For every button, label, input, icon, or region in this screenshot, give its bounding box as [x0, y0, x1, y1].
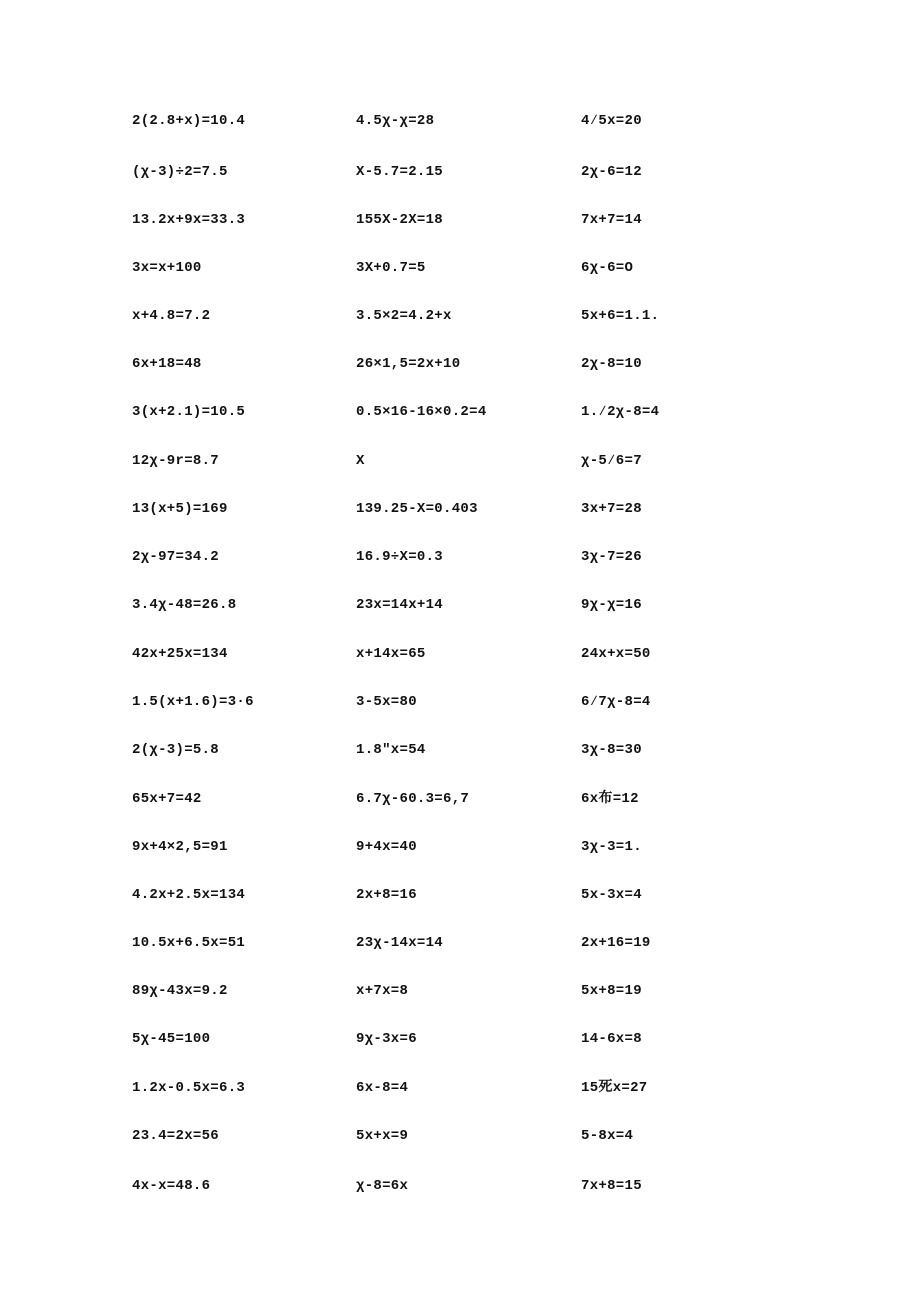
equation-item: 3.4χ-48=26.8	[132, 597, 237, 613]
equation-item: 24x+x=50	[581, 646, 651, 662]
equation-item: 5x+6=1.1.	[581, 308, 660, 324]
equation-item: 5χ-45=100	[132, 1031, 211, 1047]
equation-item: 13.2x+9x=33.3	[132, 212, 246, 228]
equation-item: 4∕5x=20	[581, 113, 642, 129]
equation-item: 3(x+2.1)=10.5	[132, 404, 246, 420]
equation-item: 2χ-97=34.2	[132, 549, 220, 565]
equation-item: 5-8x=4	[581, 1128, 634, 1144]
equation-item: 1.∕2χ-8=4	[581, 404, 660, 420]
equation-item: 3x=x+100	[132, 260, 202, 276]
equation-item: 6x+18=48	[132, 356, 202, 372]
equation-item: 26×1,5=2x+10	[356, 356, 461, 372]
equation-item: 3χ-7=26	[581, 549, 642, 565]
equation-item: 42x+25x=134	[132, 646, 228, 662]
equation-item: x+14x=65	[356, 646, 426, 662]
equation-item: 4.5χ-χ=28	[356, 113, 435, 129]
equation-item: 2χ-6=12	[581, 164, 642, 180]
equation-item: 23χ-14x=14	[356, 935, 444, 951]
equation-item: χ-5∕6=7	[581, 453, 642, 469]
equation-item: 3-5x=80	[356, 694, 417, 710]
equation-item: 5x+8=19	[581, 983, 642, 999]
equation-item: 5x+x=9	[356, 1128, 409, 1144]
equation-item: 3x+7=28	[581, 501, 642, 517]
equation-item: 65x+7=42	[132, 791, 202, 807]
equation-item: 139.25-X=0.403	[356, 501, 478, 517]
equation-item: 89χ-43x=9.2	[132, 983, 228, 999]
equation-item: 2x+16=19	[581, 935, 651, 951]
equation-item: 23x=14x+14	[356, 597, 444, 613]
equation-item: 155X-2X=18	[356, 212, 444, 228]
equation-item: 9χ-χ=16	[581, 597, 642, 613]
equation-item: 9x+4×2,5=91	[132, 839, 228, 855]
equation-item: 6x-8=4	[356, 1080, 409, 1096]
equation-item: X	[356, 453, 365, 469]
equation-item: 0.5×16-16×0.2=4	[356, 404, 487, 420]
equation-item: 3χ-3=1.	[581, 839, 642, 855]
equation-item: 6x布=12	[581, 791, 639, 807]
equation-item: 13(x+5)=169	[132, 501, 228, 517]
equation-item: 5x-3x=4	[581, 887, 642, 903]
equation-item: 4.2x+2.5x=134	[132, 887, 246, 903]
equation-item: 6.7χ-60.3=6,7	[356, 791, 470, 807]
equation-item: 7x+8=15	[581, 1178, 642, 1194]
equation-item: χ-8=6x	[356, 1178, 409, 1194]
equation-item: 2x+8=16	[356, 887, 417, 903]
equation-item: 10.5x+6.5x=51	[132, 935, 246, 951]
equation-item: 6∕7χ-8=4	[581, 694, 651, 710]
equation-item: 2χ-8=10	[581, 356, 642, 372]
equation-item: 2(χ-3)=5.8	[132, 742, 220, 758]
equation-item: 23.4=2x=56	[132, 1128, 220, 1144]
equation-item: 3X+0.7=5	[356, 260, 426, 276]
equation-item: 1.5(x+1.6)=3·6	[132, 694, 254, 710]
equation-item: 1.2x-0.5x=6.3	[132, 1080, 246, 1096]
equation-item: x+7x=8	[356, 983, 409, 999]
equation-item: 1.8"x=54	[356, 742, 426, 758]
equation-item: 3χ-8=30	[581, 742, 642, 758]
equation-item: 9χ-3x=6	[356, 1031, 417, 1047]
equation-item: 7x+7=14	[581, 212, 642, 228]
equation-item: 15死x=27	[581, 1080, 648, 1096]
equation-item: 14-6x=8	[581, 1031, 642, 1047]
equation-item: 6χ-6=O	[581, 260, 634, 276]
equation-item: 9+4x=40	[356, 839, 417, 855]
equation-item: X-5.7=2.15	[356, 164, 444, 180]
equation-item: x+4.8=7.2	[132, 308, 211, 324]
equation-item: 4x-x=48.6	[132, 1178, 211, 1194]
equation-item: 16.9÷X=0.3	[356, 549, 444, 565]
equation-item: 3.5×2=4.2+x	[356, 308, 452, 324]
equation-item: (χ-3)÷2=7.5	[132, 164, 228, 180]
equation-item: 2(2.8+x)=10.4	[132, 113, 246, 129]
equation-item: 12χ-9r=8.7	[132, 453, 220, 469]
